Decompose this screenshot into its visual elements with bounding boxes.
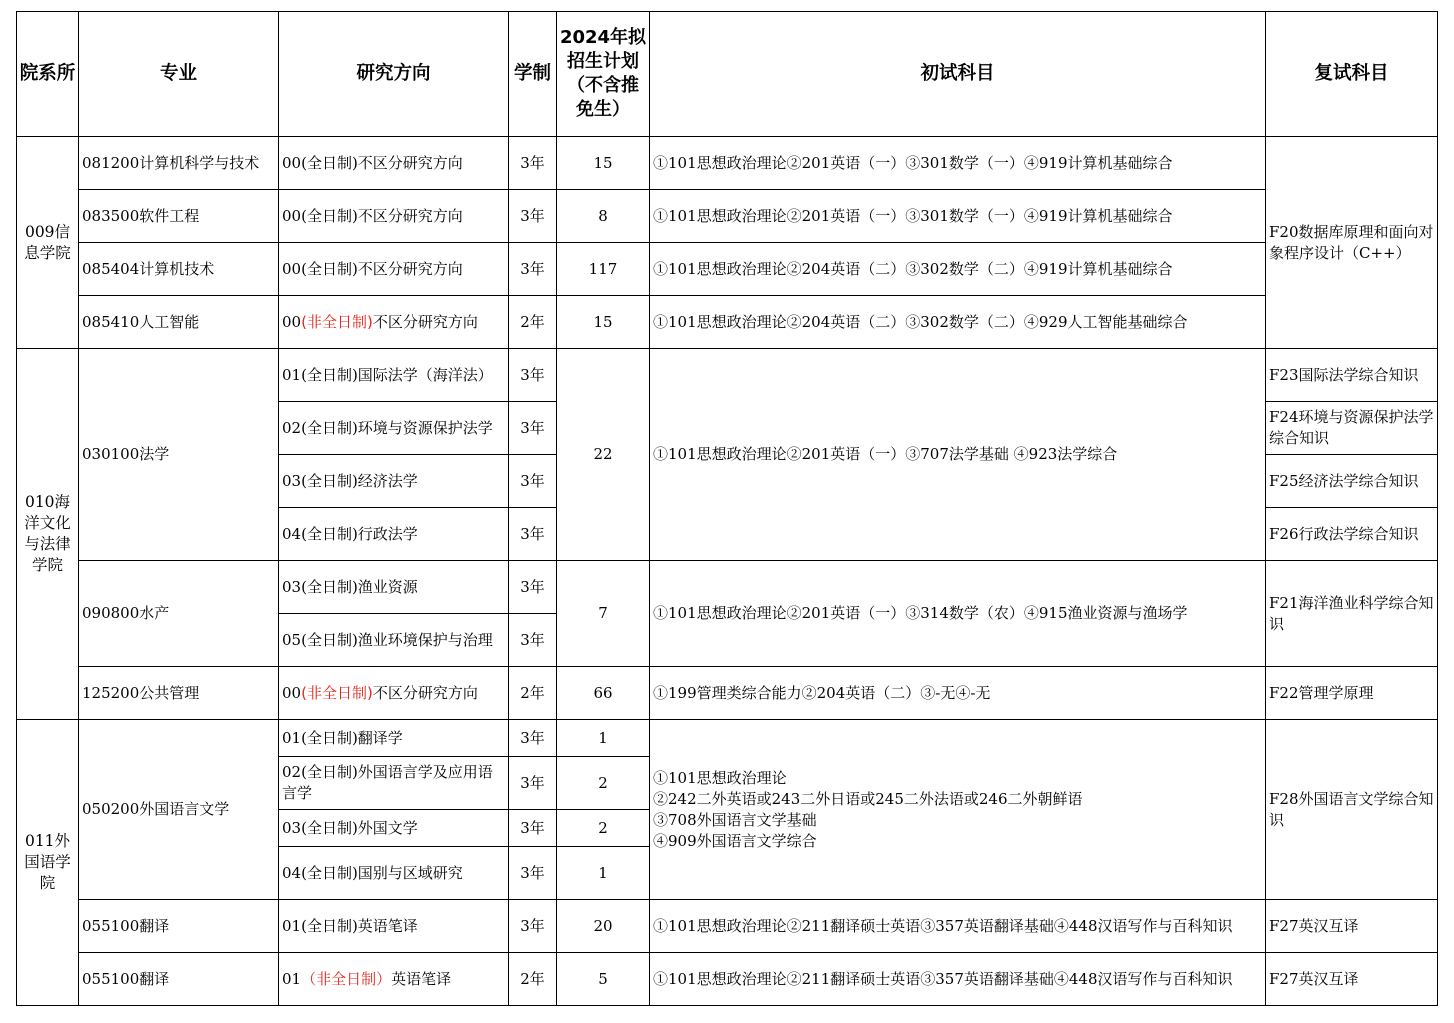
- prelim-line: ④909外国语言文学综合: [653, 831, 817, 850]
- direction-cell: [279, 667, 509, 720]
- direction-code: 01: [282, 969, 302, 988]
- header-plan: 2024年拟招生计划（不含推免生）: [557, 12, 650, 137]
- prelim-cell: ①101思想政治理论②204英语（二）③302数学（二）④929人工智能基础综合: [650, 296, 1266, 349]
- retest-cell: F23国际法学综合知识: [1266, 349, 1438, 402]
- plan-cell: 66: [557, 667, 650, 720]
- duration-cell: 2年: [509, 667, 557, 720]
- admissions-table: [16, 11, 1438, 1006]
- direction-cell: 01(全日制)英语笔译: [279, 900, 509, 953]
- table-row: [17, 296, 1438, 349]
- direction-code: 00: [282, 312, 302, 331]
- retest-cell: F27英汉互译: [1266, 953, 1438, 1006]
- table-row: [17, 137, 1438, 190]
- duration-cell: 3年: [509, 349, 557, 402]
- duration-cell: 3年: [509, 900, 557, 953]
- header-dept: 院系所: [17, 12, 79, 137]
- duration-cell: 3年: [509, 847, 557, 900]
- plan-cell: 15: [557, 296, 650, 349]
- major-cell: 030100法学: [79, 349, 279, 561]
- retest-cell: F26行政法学综合知识: [1266, 508, 1438, 561]
- duration-cell: 2年: [509, 296, 557, 349]
- plan-cell: 117: [557, 243, 650, 296]
- retest-cell: F27英汉互译: [1266, 900, 1438, 953]
- duration-cell: 2年: [509, 953, 557, 1006]
- plan-cell: 2: [557, 757, 650, 810]
- prelim-line: ②242二外英语或243二外日语或245二外法语或246二外朝鲜语: [653, 789, 1083, 808]
- direction-cell: 03(全日制)外国文学: [279, 810, 509, 847]
- table-row: [17, 900, 1438, 953]
- header-retest: 复试科目: [1266, 12, 1438, 137]
- plan-cell: 1: [557, 847, 650, 900]
- dept-cell: 010海洋文化与法律学院: [17, 349, 79, 720]
- prelim-cell: ①101思想政治理论②201英语（一）③301数学（一）④919计算机基础综合: [650, 190, 1266, 243]
- direction-cell: 02(全日制)外国语言学及应用语言学: [279, 757, 509, 810]
- retest-cell: F25经济法学综合知识: [1266, 455, 1438, 508]
- header-direction: 研究方向: [279, 12, 509, 137]
- header-major: 专业: [79, 12, 279, 137]
- duration-cell: 3年: [509, 243, 557, 296]
- direction-cell: 02(全日制)环境与资源保护法学: [279, 402, 509, 455]
- direction-cell: 04(全日制)国别与区域研究: [279, 847, 509, 900]
- plan-cell: 1: [557, 720, 650, 757]
- duration-cell: 3年: [509, 561, 557, 614]
- direction-cell: 01(全日制)国际法学（海洋法）: [279, 349, 509, 402]
- major-cell: 083500软件工程: [79, 190, 279, 243]
- duration-cell: 3年: [509, 455, 557, 508]
- prelim-line: ③708外国语言文学基础: [653, 810, 817, 829]
- dept-cell: 011外国语学院: [17, 720, 79, 1006]
- retest-cell: F24环境与资源保护法学综合知识: [1266, 402, 1438, 455]
- direction-cell: 05(全日制)渔业环境保护与治理: [279, 614, 509, 667]
- major-cell: 085410人工智能: [79, 296, 279, 349]
- prelim-line: ①101思想政治理论: [653, 768, 787, 787]
- retest-cell: F28外国语言文学综合知识: [1266, 720, 1438, 900]
- prelim-cell: ①199管理类综合能力②204英语（二）③-无④-无: [650, 667, 1266, 720]
- direction-text: 英语笔译: [391, 969, 452, 988]
- plan-cell: 20: [557, 900, 650, 953]
- major-cell: 090800水产: [79, 561, 279, 667]
- duration-cell: 3年: [509, 402, 557, 455]
- direction-cell: 00(全日制)不区分研究方向: [279, 243, 509, 296]
- prelim-cell: ①101思想政治理论②204英语（二）③302数学（二）④919计算机基础综合: [650, 243, 1266, 296]
- direction-code: 00: [282, 683, 302, 702]
- table-row: [17, 953, 1438, 1006]
- plan-cell: 7: [557, 561, 650, 667]
- header-duration: 学制: [509, 12, 557, 137]
- major-cell: 055100翻译: [79, 953, 279, 1006]
- header-row: [17, 12, 1438, 137]
- direction-cell: 04(全日制)行政法学: [279, 508, 509, 561]
- plan-cell: 22: [557, 349, 650, 561]
- direction-cell: [279, 296, 509, 349]
- major-cell: 085404计算机技术: [79, 243, 279, 296]
- duration-cell: 3年: [509, 720, 557, 757]
- prelim-cell: ①101思想政治理论②211翻译硕士英语③357英语翻译基础④448汉语写作与百科知识: [650, 900, 1266, 953]
- dept-cell: 009信息学院: [17, 137, 79, 349]
- duration-cell: 3年: [509, 614, 557, 667]
- plan-cell: 5: [557, 953, 650, 1006]
- plan-cell: 8: [557, 190, 650, 243]
- duration-cell: 3年: [509, 190, 557, 243]
- direction-cell: 00(全日制)不区分研究方向: [279, 137, 509, 190]
- direction-cell: 01(全日制)翻译学: [279, 720, 509, 757]
- prelim-cell: [650, 720, 1266, 900]
- plan-cell: 2: [557, 810, 650, 847]
- part-time-label: (非全日制): [301, 683, 373, 702]
- major-cell: 081200计算机科学与技术: [79, 137, 279, 190]
- prelim-cell: ①101思想政治理论②201英语（一）③707法学基础 ④923法学综合: [650, 349, 1266, 561]
- prelim-cell: ①101思想政治理论②201英语（一）③301数学（一）④919计算机基础综合: [650, 137, 1266, 190]
- table-row: [17, 667, 1438, 720]
- table-row: [17, 561, 1438, 614]
- retest-cell: F22管理学原理: [1266, 667, 1438, 720]
- table-row: [17, 243, 1438, 296]
- duration-cell: 3年: [509, 757, 557, 810]
- direction-cell: 03(全日制)渔业资源: [279, 561, 509, 614]
- direction-cell: [279, 953, 509, 1006]
- direction-text: 不区分研究方向: [372, 312, 478, 331]
- table-row: [17, 720, 1438, 757]
- major-cell: 055100翻译: [79, 900, 279, 953]
- part-time-label: (非全日制): [301, 312, 373, 331]
- part-time-label: （非全日制）: [301, 969, 392, 988]
- duration-cell: 3年: [509, 810, 557, 847]
- table-row: [17, 349, 1438, 402]
- prelim-cell: ①101思想政治理论②201英语（一）③314数学（农）④915渔业资源与渔场学: [650, 561, 1266, 667]
- retest-cell: F21海洋渔业科学综合知识: [1266, 561, 1438, 667]
- duration-cell: 3年: [509, 508, 557, 561]
- table-row: [17, 190, 1438, 243]
- major-cell: 125200公共管理: [79, 667, 279, 720]
- plan-cell: 15: [557, 137, 650, 190]
- header-prelim: 初试科目: [650, 12, 1266, 137]
- major-cell: 050200外国语言文学: [79, 720, 279, 900]
- direction-text: 不区分研究方向: [372, 683, 478, 702]
- duration-cell: 3年: [509, 137, 557, 190]
- direction-cell: 03(全日制)经济法学: [279, 455, 509, 508]
- direction-cell: 00(全日制)不区分研究方向: [279, 190, 509, 243]
- prelim-cell: ①101思想政治理论②211翻译硕士英语③357英语翻译基础④448汉语写作与百科知识: [650, 953, 1266, 1006]
- retest-cell: F20数据库原理和面向对象程序设计（C++）: [1266, 137, 1438, 349]
